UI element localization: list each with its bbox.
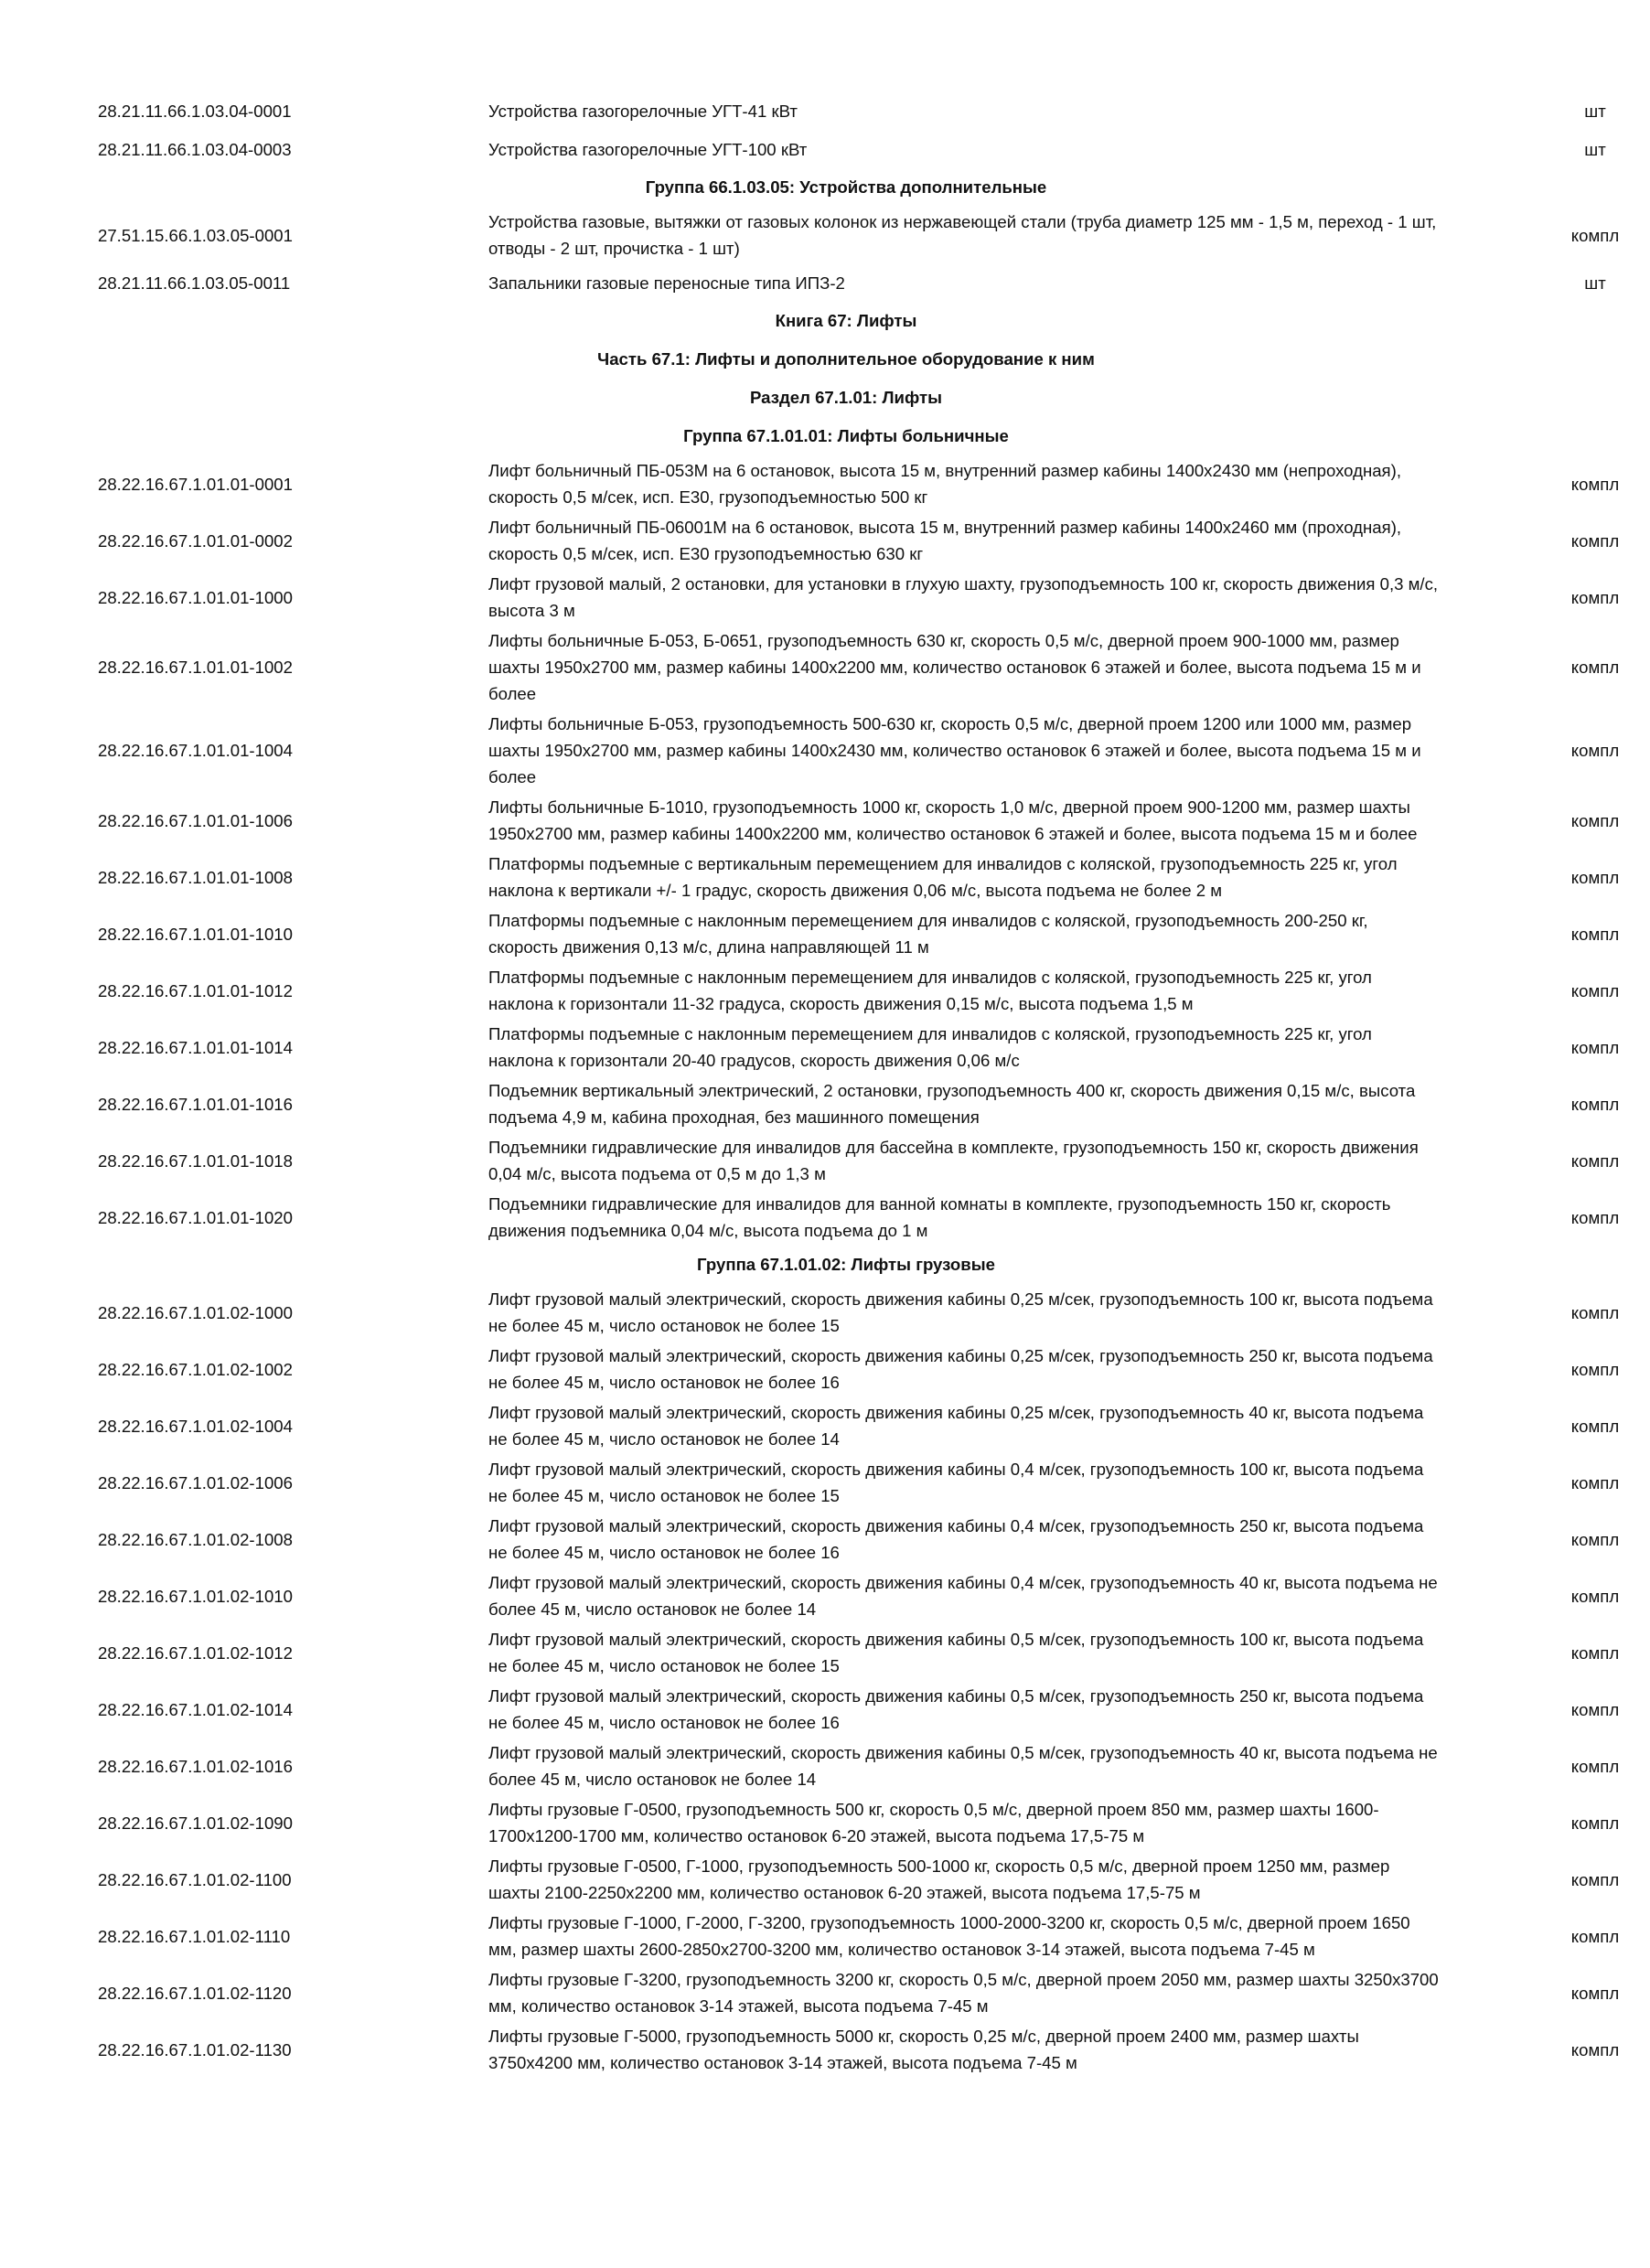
table-row xyxy=(0,1284,1620,1341)
item-unit: компл xyxy=(1570,225,1620,245)
section-header-text: Группа 67.1.01.02: Лифты грузовые xyxy=(697,1255,995,1274)
item-unit: компл xyxy=(1570,1207,1620,1227)
item-code: 28.22.16.67.1.01.01-1004 xyxy=(98,741,293,760)
table-row xyxy=(0,962,1620,1019)
item-name: Лифты больничные Б-1010, грузоподъемность 1000 кг, скорость 1,0 м/с, дверной проем 900-1200 мм, размер шахты 1950х2700 мм, размер кабины 1400х2200 мм, количество остановок 6 этажей и более, высота подъема 15 м и более xyxy=(488,797,1418,843)
section-header-text: Раздел 67.1.01: Лифты xyxy=(750,388,942,407)
table-row xyxy=(0,1454,1620,1511)
item-code: 28.22.16.67.1.01.02-1006 xyxy=(98,1472,293,1492)
item-code: 28.22.16.67.1.01.02-1016 xyxy=(98,1756,293,1776)
table-row xyxy=(0,709,1620,792)
item-code: 28.22.16.67.1.01.02-1014 xyxy=(98,1699,293,1719)
table-row xyxy=(0,207,1620,263)
item-unit: компл xyxy=(1570,1699,1620,1719)
table-row xyxy=(0,1908,1620,1964)
item-code: 28.21.11.66.1.03.05-0011 xyxy=(98,273,291,293)
item-name: Лифт грузовой малый электрический, скорость движения кабины 0,25 м/сек, грузоподъемность 100 кг, высота подъема не более 45 м, число остановок не более 15 xyxy=(488,1289,1433,1335)
section-header xyxy=(0,1246,1604,1284)
item-code: 28.22.16.67.1.01.01-1020 xyxy=(98,1207,293,1227)
item-code: 28.22.16.67.1.01.01-1008 xyxy=(98,867,293,887)
item-code: 28.22.16.67.1.01.01-1012 xyxy=(98,980,293,1000)
item-name: Лифт больничный ПБ-06001М на 6 остановок, высота 15 м, внутренний размер кабины 1400х2460 мм (проходная), скорость 0,5 м/сек, исп. Е30 грузоподъемностью 630 кг xyxy=(488,518,1402,563)
table-row xyxy=(0,1738,1620,1794)
table-row xyxy=(0,1341,1620,1397)
item-code: 28.22.16.67.1.01.02-1120 xyxy=(98,1983,292,2003)
item-unit: компл xyxy=(1570,474,1620,494)
table-row xyxy=(0,626,1620,709)
item-code: 28.22.16.67.1.01.02-1010 xyxy=(98,1586,293,1606)
item-code: 28.22.16.67.1.01.02-1130 xyxy=(98,2039,292,2059)
item-unit: компл xyxy=(1570,658,1620,677)
item-unit: компл xyxy=(1570,810,1620,830)
item-name: Лифт грузовой малый электрический, скорость движения кабины 0,25 м/сек, грузоподъемность 250 кг, высота подъема не более 45 м, число остановок не более 16 xyxy=(488,1346,1433,1392)
item-name: Подъемник вертикальный электрический, 2 остановки, грузоподъемность 400 кг, скорость движения 0,15 м/с, высота подъема 4,9 м, кабина проходная, без машинного помещения xyxy=(488,1081,1416,1127)
item-code: 28.22.16.67.1.01.01-1016 xyxy=(98,1094,293,1114)
item-name: Лифт грузовой малый электрический, скорость движения кабины 0,4 м/сек, грузоподъемность 250 кг, высота подъема не более 45 м, число остановок не более 16 xyxy=(488,1516,1424,1562)
table-row xyxy=(0,1075,1620,1132)
table-row xyxy=(0,455,1620,512)
table-row xyxy=(0,91,1604,130)
item-code: 28.22.16.67.1.01.02-1002 xyxy=(98,1359,293,1379)
item-code: 28.21.11.66.1.03.04-0001 xyxy=(98,101,292,121)
item-name: Лифты больничные Б-053, грузоподъемность 500-630 кг, скорость 0,5 м/с, дверной проем 1200 или 1000 мм, размер шахты 1950х2700 мм, размер кабины 1400х2430 мм, количество остановок 6 этажей и более, высота подъема 15 м и более xyxy=(488,714,1421,786)
item-unit: компл xyxy=(1570,1150,1620,1171)
item-unit: компл xyxy=(1570,1756,1620,1776)
table-row xyxy=(0,1567,1620,1624)
item-unit: компл xyxy=(1570,530,1620,551)
item-code: 28.22.16.67.1.01.02-1090 xyxy=(98,1813,293,1833)
item-name: Лифты грузовые Г-3200, грузоподъемность 3200 кг, скорость 0,5 м/с, дверной проем 2050 мм, размер шахты 3250х3700 мм, количество остановок 3-14 этажей, высота подъема 7-45 м xyxy=(488,1970,1439,2016)
table-row xyxy=(0,1132,1620,1189)
table-row xyxy=(0,849,1620,905)
table-row xyxy=(0,1964,1620,2021)
item-name: Устройства газовые, вытяжки от газовых колонок из нержавеющей стали (труба диаметр 125 мм - 1,5 м, переход - 1 шт, отводы - 2 шт, прочистка - 1 шт) xyxy=(488,212,1437,258)
section-header xyxy=(0,379,1604,417)
item-code: 28.22.16.67.1.01.01-1000 xyxy=(98,587,293,607)
item-unit: компл xyxy=(1570,587,1620,607)
table-row xyxy=(0,1511,1620,1567)
item-unit: компл xyxy=(1570,1586,1620,1606)
item-name: Лифты грузовые Г-5000, грузоподъемность 5000 кг, скорость 0,25 м/с, дверной проем 2400 мм, размер шахты 3750х4200 мм, количество остановок 3-14 этажей, высота подъема 7-45 м xyxy=(488,2027,1359,2072)
item-unit: компл xyxy=(1570,1037,1620,1057)
item-unit: компл xyxy=(1570,867,1620,887)
table-row xyxy=(0,1681,1620,1738)
item-name: Подъемники гидравлические для инвалидов для бассейна в комплекте, грузоподъемность 150 кг, скорость движения 0,04 м/с, высота подъема от 0,5 м до 1,3 м xyxy=(488,1138,1419,1183)
item-unit: компл xyxy=(1570,1529,1620,1549)
item-name: Лифты грузовые Г-0500, грузоподъемность 500 кг, скорость 0,5 м/с, дверной проем 850 мм, размер шахты 1600-1700х1200-1700 мм, количество остановок 6-20 этажей, высота подъема 17,5-75 м xyxy=(488,1800,1379,1845)
item-name: Лифт грузовой малый электрический, скорость движения кабины 0,5 м/сек, грузоподъемность 250 кг, высота подъема не более 45 м, число остановок не более 16 xyxy=(488,1686,1424,1732)
item-unit: шт xyxy=(1584,139,1606,159)
item-code: 28.22.16.67.1.01.02-1110 xyxy=(98,1926,291,1946)
item-name: Платформы подъемные с наклонным перемещением для инвалидов с коляской, грузоподъемность 225 кг, угол наклона к горизонтали 20-40 градусов, скорость движения 0,06 м/с xyxy=(488,1024,1372,1070)
item-unit: компл xyxy=(1570,1472,1620,1492)
item-code: 28.22.16.67.1.01.02-1012 xyxy=(98,1642,293,1663)
item-name: Платформы подъемные с наклонным перемещением для инвалидов с коляской, грузоподъемность 200-250 кг, скорость движения 0,13 м/с, длина направляющей 11 м xyxy=(488,911,1368,957)
item-unit: компл xyxy=(1570,980,1620,1000)
item-name: Подъемники гидравлические для инвалидов для ванной комнаты в комплекте, грузоподъемность 150 кг, скорость движения подъемника 0,04 м/с, высота подъема до 1 м xyxy=(488,1194,1391,1240)
table-row xyxy=(0,1189,1620,1246)
item-unit: компл xyxy=(1570,1813,1620,1833)
table-row xyxy=(0,2021,1620,2078)
table-row xyxy=(0,130,1604,168)
item-unit: компл xyxy=(1570,1302,1620,1322)
item-name: Лифты грузовые Г-0500, Г-1000, грузоподъемность 500-1000 кг, скорость 0,5 м/с, дверной проем 1250 мм, размер шахты 2100-2250х2200 мм, количество остановок 6-20 этажей, высота подъема 17,5-75 м xyxy=(488,1856,1390,1902)
section-header-text: Группа 67.1.01.01: Лифты больничные xyxy=(683,426,1009,445)
item-name: Лифт больничный ПБ-053М на 6 остановок, высота 15 м, внутренний размер кабины 1400х2430 мм (непроходная), скорость 0,5 м/сек, исп. Е30, грузоподъемностью 500 кг xyxy=(488,461,1401,507)
item-code: 28.22.16.67.1.01.02-1000 xyxy=(98,1302,293,1322)
item-name: Лифт грузовой малый электрический, скорость движения кабины 0,25 м/сек, грузоподъемность 40 кг, высота подъема не более 45 м, число остановок не более 14 xyxy=(488,1403,1424,1449)
table-row xyxy=(0,905,1620,962)
item-name: Платформы подъемные с вертикальным перемещением для инвалидов с коляской, грузоподъемность 225 кг, угол наклона к вертикали +/- 1 градус, скорость движения 0,06 м/с, высота подъема не более 2 м xyxy=(488,854,1398,900)
item-name: Лифт грузовой малый электрический, скорость движения кабины 0,5 м/сек, грузоподъемность 100 кг, высота подъема не более 45 м, число остановок не более 15 xyxy=(488,1630,1424,1675)
item-code: 27.51.15.66.1.03.05-0001 xyxy=(98,225,293,245)
item-name: Лифты грузовые Г-1000, Г-2000, Г-3200, грузоподъемность 1000-2000-3200 кг, скорость 0,5 м/с, дверной проем 1650 мм, размер шахты 2600-2850х2700-3200 мм, количество остановок 3-14 этажей, высота подъема 7-45 м xyxy=(488,1913,1410,1959)
item-unit: шт xyxy=(1584,101,1606,121)
item-unit: компл xyxy=(1570,1359,1620,1379)
table-row xyxy=(0,1624,1620,1681)
table-row xyxy=(0,1019,1620,1075)
item-unit: компл xyxy=(1570,1416,1620,1436)
item-code: 28.22.16.67.1.01.01-0001 xyxy=(98,474,293,494)
item-code: 28.22.16.67.1.01.02-1004 xyxy=(98,1416,293,1436)
item-code: 28.21.11.66.1.03.04-0003 xyxy=(98,139,292,159)
item-name: Лифт грузовой малый, 2 остановки, для установки в глухую шахту, грузоподъемность 100 кг, скорость движения 0,3 м/с, высота 3 м xyxy=(488,574,1439,620)
price-list-sheet xyxy=(0,91,1620,2078)
item-unit: компл xyxy=(1570,1926,1620,1946)
table-row xyxy=(0,569,1620,626)
item-code: 28.22.16.67.1.01.01-1002 xyxy=(98,658,293,677)
item-name: Платформы подъемные с наклонным перемещением для инвалидов с коляской, грузоподъемность 225 кг, угол наклона к горизонтали 11-32 градуса, скорость движения 0,15 м/с, высота подъема 1,5 м xyxy=(488,968,1372,1013)
section-header xyxy=(0,302,1604,340)
item-name: Устройства газогорелочные УГТ-100 кВт xyxy=(488,139,808,159)
section-header xyxy=(0,340,1604,379)
section-header xyxy=(0,417,1604,455)
section-header-text: Часть 67.1: Лифты и дополнительное оборудование к ним xyxy=(597,349,1095,369)
item-code: 28.22.16.67.1.01.02-1008 xyxy=(98,1529,293,1549)
item-unit: компл xyxy=(1570,741,1620,760)
item-name: Лифты больничные Б-053, Б-0651, грузоподъемность 630 кг, скорость 0,5 м/с, дверной проем 900-1000 мм, размер шахты 1950х2700 мм, размер кабины 1400х2200 мм, количество остановок 6 этажей и более, высота подъема 15 м и более xyxy=(488,631,1421,703)
table-row xyxy=(0,263,1604,302)
item-name: Запальники газовые переносные типа ИПЗ-2 xyxy=(488,273,845,293)
item-code: 28.22.16.67.1.01.01-1014 xyxy=(98,1037,293,1057)
item-name: Лифт грузовой малый электрический, скорость движения кабины 0,4 м/сек, грузоподъемность 40 кг, высота подъема не более 45 м, число остановок не более 14 xyxy=(488,1573,1438,1619)
item-unit: компл xyxy=(1570,1642,1620,1663)
item-code: 28.22.16.67.1.01.01-1010 xyxy=(98,924,293,944)
item-code: 28.22.16.67.1.01.01-1006 xyxy=(98,810,293,830)
item-unit: компл xyxy=(1570,1869,1620,1889)
item-code: 28.22.16.67.1.01.01-1018 xyxy=(98,1150,293,1171)
section-header-text: Группа 66.1.03.05: Устройства дополнительные xyxy=(645,177,1047,197)
table-row xyxy=(0,512,1620,569)
item-code: 28.22.16.67.1.01.01-0002 xyxy=(98,530,293,551)
table-row xyxy=(0,1794,1620,1851)
item-name: Устройства газогорелочные УГТ-41 кВт xyxy=(488,101,798,121)
section-header xyxy=(0,168,1604,207)
item-code: 28.22.16.67.1.01.02-1100 xyxy=(98,1869,292,1889)
item-name: Лифт грузовой малый электрический, скорость движения кабины 0,4 м/сек, грузоподъемность 100 кг, высота подъема не более 45 м, число остановок не более 15 xyxy=(488,1460,1424,1505)
table-row xyxy=(0,1851,1620,1908)
section-header-text: Книга 67: Лифты xyxy=(775,311,917,330)
item-unit: компл xyxy=(1570,2039,1620,2059)
item-name: Лифт грузовой малый электрический, скорость движения кабины 0,5 м/сек, грузоподъемность 40 кг, высота подъема не более 45 м, число остановок не более 14 xyxy=(488,1743,1438,1789)
item-unit: шт xyxy=(1584,273,1606,293)
item-unit: компл xyxy=(1570,924,1620,944)
table-row xyxy=(0,792,1620,849)
item-unit: компл xyxy=(1570,1983,1620,2003)
table-row xyxy=(0,1397,1620,1454)
item-unit: компл xyxy=(1570,1094,1620,1114)
